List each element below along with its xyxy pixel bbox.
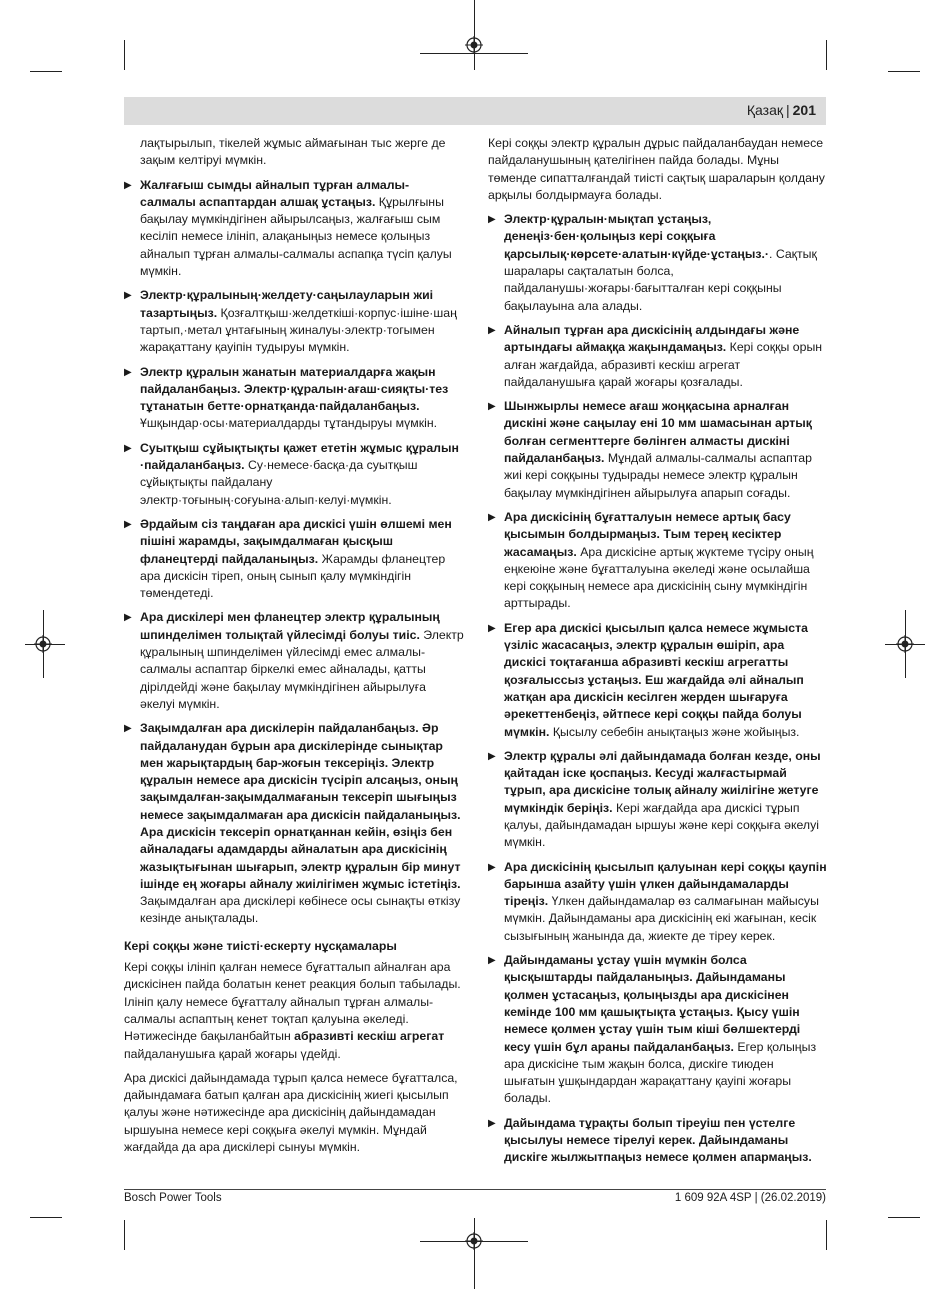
crop-mark [826,40,827,70]
bullet-arrow-icon: ▶ [124,518,132,530]
bullet-body-text: Кері соққы орын алған жағдайда, абразивті кескіш агрегат пайдаланушыға қарай жоғары қозғалады. [504,340,823,389]
paragraph [124,1070,464,1156]
bullet-body-text: Қозғалтқыш·желдеткіші·корпус·ішіне·шаң тартып,·метал ұнтағының жиналуы·электр·тогымен жарақаттану қауіпін тудыруы мүмкін. [140,305,457,355]
bullet-item [124,516,464,602]
crop-mark [888,71,920,72]
bullet-arrow-icon: ▶ [488,955,496,967]
bullet-item [488,1115,828,1167]
bullet-item [124,177,464,281]
header-label [747,102,816,118]
bullet-bold-text: Дайындаманы ұстау үшін мүмкін болса қысқыштарды пайдаланыңыз. Дайындаманы қолмен ұстасаңыз, қолыңызды ара дискісінен кемінде 100 мм қашықтықта ұстаңыз. Қысу үшін немесе қолмен ұстау үшін тым кіші бөлшектерді кесу үшін бұл араны пайдаланбаңыз. [504,953,801,1054]
header-language: Қазақ [746,102,783,118]
continued-text-body: лақтырылып, тікелей жұмыс аймағынан тыс жерге де зақым келтіруі мүмкін. [140,136,446,168]
bullet-item [488,620,828,741]
section-heading-text: Кері соққы және тиісті·ескерту нұсқамалары [124,938,397,953]
bullet-arrow-icon: ▶ [488,1117,496,1129]
bullet-bold-text: Электр құралы әлі дайындамада болған кезде, оны қайтадан іске қоспаңыз. Кесуді жалғастырмай тұрып, ара дискісіне толық айналу жиілігіне жетуге мүмкіндік беріңіз. [504,748,821,815]
bullet-arrow-icon: ▶ [124,723,132,735]
bullet-arrow-icon: ▶ [488,861,496,873]
bullet-item [124,440,464,509]
bullet-body-text: Электр құралының шпинделімен үйлесімді емес алмалы-салмалы аспаптар біркелкі емес айналады, қатты дірілдейді және бақылау мүмкіндігінен айырылуға әкелуі мүмкін. [140,627,464,711]
bullet-bold-text: Шынжырлы немесе ағаш жоңқасына арналған дискіні және саңылау ені 10 мм шамасынан артық болған сегменттерге бөлінген алмасты дискіні пайдаланбаңыз. [504,399,812,466]
paragraph-text: Ара дискісі дайындамада тұрып қалса немесе бұғатталса, дайындамаға батып қалған ара дискісінің жиегі қысылып қалуы және нәтижесінде ара дискісінің дайындамадан ыршуына немесе кері соққыға әкелуі мүмкін. Мұндай жағдайда да ара дискілері сынуы мүмкін. [124,1070,458,1155]
crop-mark [826,1220,827,1250]
bullet-item [488,509,828,613]
bullet-bold-text: Ара дискілері мен фланецтер электр құралының шпинделімен толықтай үйлесімді болуы тиіс. [140,610,440,642]
bullet-bold-text: Электр құралын жанатын материалдарға жақын пайдаланбаңыз. Электр·құралын·ағаш·сияқты·тез тұтанатын бетте·орнатқанда·пайдаланбаңыз. [140,364,449,414]
bullet-bold-text: Электр·құралының·желдету·саңылауларын жиі тазартыңыз. [140,288,434,320]
footer-doc-id: 1 609 92A 4SP | (26.02.2019) [674,1192,826,1204]
paragraph-text-tail: пайдаланушыға қарай жоғары үдейді. [124,1046,341,1061]
bullet-item [488,952,828,1108]
page-number: 201 [792,102,816,118]
registration-target-icon [465,36,483,54]
bullet-body-text: Қысылу себебін анықтаңыз және жойыңыз. [549,724,800,739]
crop-mark [124,40,125,70]
bullet-arrow-icon: ▶ [124,612,132,624]
bullet-arrow-icon: ▶ [488,622,496,634]
header-separator: | [786,102,790,118]
right-column [488,135,828,1174]
bullet-body-text: Үлкен дайындамалар өз салмағынан майысуы мүмкін. Дайындаманы ара дискісінің екі жағынан, кесік сызығының жанында да, жиекте де тіреу керек. [504,894,819,943]
bullet-bold-text: Ара дискісінің бұғатталуын немесе артық басу қысымын болдырмаңыз. Тым терең кесіктер жасамаңыз. [504,509,791,559]
page-header [124,97,826,125]
crop-mark [124,1220,125,1250]
bullet-arrow-icon: ▶ [488,511,496,523]
registration-target-icon [896,635,914,653]
bullet-item [124,720,464,928]
bullet-bold-text: Әрдайым сіз таңдаған ара дискісі үшін өлшемі мен пішіні жарамды, зақымдалмаған қысқыш фланецтерді пайдаланыңыз. [140,516,452,566]
bullet-bold-text: Суытқыш сұйықтықты қажет ететін жұмыс құралын ·пайдаланбаңыз. [140,440,459,473]
bullet-item [488,748,828,852]
bullet-body-text: Су·немесе·басқа·да суытқыш сұйықтықты пайдалану электр·тоғының·соғуына·алып·келуі·мүмкін. [140,458,418,507]
bullet-item [488,211,828,315]
registration-line [474,0,475,70]
bullet-body-text: Құрылғыны бақылау мүмкіндігінен айырылсаңыз, жалғағыш сым кесіліп немесе ілініп, алақаныңыз немесе қолыңыз айналып тұрған алмалы-салмалы аспапқа түсіп қалуы мүмкін. [140,194,452,279]
bullet-arrow-icon: ▶ [124,442,132,454]
bullet-body-text: Зақымдалған ара дискілері көбінесе осы сынақты өткізу кезінде анықталады. [140,894,461,926]
bullet-bold-text: Егер ара дискісі қысылып қалса немесе жұмыста үзіліс жасасаңыз, электр құралын өшіріп, ара дискісі тоқтағанша абразивті кескіш агрегатты қозғалыссыз ұстаңыз. Еш жағдайда әлі айналып жатқан ара дискісін кесілген жерден шығаруға әрекеттенбеңіз, әйтпесе кері соққы пайда болуы мүмкін. [504,620,809,739]
bullet-item [124,287,464,356]
bullet-arrow-icon: ▶ [488,324,496,336]
paragraph [124,959,464,1063]
bullet-item [124,609,464,713]
footer-brand: Bosch Power Tools [124,1192,222,1204]
bullet-item [488,859,828,945]
section-heading [124,938,464,955]
bullet-body-text: Кері жағдайда ара дискісі тұрып қалуы, дайындамадан ыршуы және кері соққыға әкелуі мүмкін. [504,800,819,850]
paragraph [488,135,828,204]
registration-target-icon [34,635,52,653]
bullet-bold-text: Электр·құралын·мықтап ұстаңыз, денеңіз·бен·қолыңыз кері соққыға қарсылық·көрсете·алатын·күйде·ұстаңыз.· [504,212,769,261]
bullet-arrow-icon: ▶ [488,401,496,413]
bullet-item [488,398,828,502]
bullet-body-text: Егер қолыңыз ара дискісіне тым жақын болса, дискіге тиюден шығатын ұшқындардан жарақаттану қауіпі жоғары болады. [504,1039,817,1106]
bullet-arrow-icon: ▶ [124,290,132,302]
bullet-body-text: Мұндай алмалы-салмалы аспаптар жиі кері соққыны тудырады немесе электр құралын бақылау мүмкіндігінен айырылуға апарып соғады. [504,451,812,500]
bullet-body-text: Жарамды фланецтер ара дискісін тіреп, оның сынып қалу мүмкіндігін төмендетеді. [140,551,446,601]
paragraph-text: Кері соққы ілініп қалған немесе бұғатталып айналған ара дискісінен пайда болатын кенет реакция болып табылады. Ілініп қалу немесе бұғатталу айналып тұрған алмалы-салмалы аспаптың кенет тоқтап қалуына әкеледі. Нәтижесінде бақыланбайтын [124,960,461,1044]
bullet-bold-text: Айналып тұрған ара дискісінің алдындағы және артындағы аймаққа жақындамаңыз. [504,322,800,355]
footer-rule [124,1189,826,1190]
paragraph-bold-text: абразивті кескіш агрегат [294,1029,445,1044]
bullet-bold-text: Дайындама тұрақты болып тіреуіш пен үстелге қысылуы немесе тірелуі керек. Дайындаманы дискіге жылжытпаңыз немесе қолмен апармаңыз. [504,1115,812,1165]
bullet-body-text: Ұшқындар·осы·материалдарды тұтандыруы мүмкін. [140,416,438,431]
bullet-body-text: Ара дискісіне артық жүктеме түсіру оның еңкеюіне және бұғатталуына әкеледі және осылайша кері соққының немесе ара дискісінің сыну мүмкіндігін арттырады. [504,544,814,611]
bullet-arrow-icon: ▶ [488,214,496,226]
bullet-arrow-icon: ▶ [124,366,132,378]
crop-mark [30,1217,62,1218]
registration-target-icon [465,1232,483,1250]
bullet-bold-text: Ара дискісінің қысылып қалуынан кері соққы қаупін барынша азайту үшін үлкен дайындамаларды тіреңіз. [504,859,827,909]
paragraph-text: Кері соққы электр құралын дұрыс пайдаланбаудан немесе пайдаланушының қателігінен пайда болады. Мұны төменде сипатталғандай тиісті сақтық шараларын қолдану арқылы болдырмауға болады. [488,136,825,202]
crop-mark [888,1217,920,1218]
bullet-bold-text: Жалғағыш сымды айналып тұрған алмалы-салмалы аспаптардан алшақ ұстаңыз. [140,177,410,209]
bullet-item [124,364,464,433]
left-column [124,135,464,1163]
registration-line [474,1218,475,1289]
bullet-arrow-icon: ▶ [488,750,496,762]
bullet-arrow-icon: ▶ [124,179,132,191]
bullet-bold-text: Зақымдалған ара дискілерін пайдаланбаңыз. Әр пайдаланудан бұрын ара дискілерінде сынықтар мен жарықтардың бар-жоғын тексеріңіз. Электр құралын немесе ара дискісін түсіріп алсаңыз, оның зақымдалған-зақымдалмағанын тексеріп шығыңыз немесе зақымдалмаған ара дискісін пайдаланыңыз. Ара дискісін тексеріп орнатқаннан кейін, өзіңіз бен айналадағы адамдарды айналатын ара дискісінің жазықтығынан шығарып, электр құралын бір минут ішінде ең жоғары айналу жиілігімен жұмыс істетіңіз. [140,721,461,891]
bullet-body-text: . Сақтық шаралары сақталатын болса, пайдаланушы·жоғары·бағытталған кері соққыны бақылауына ала алады. [504,246,817,313]
bullet-item [488,322,828,391]
continued-text [140,135,464,170]
crop-mark [30,71,62,72]
